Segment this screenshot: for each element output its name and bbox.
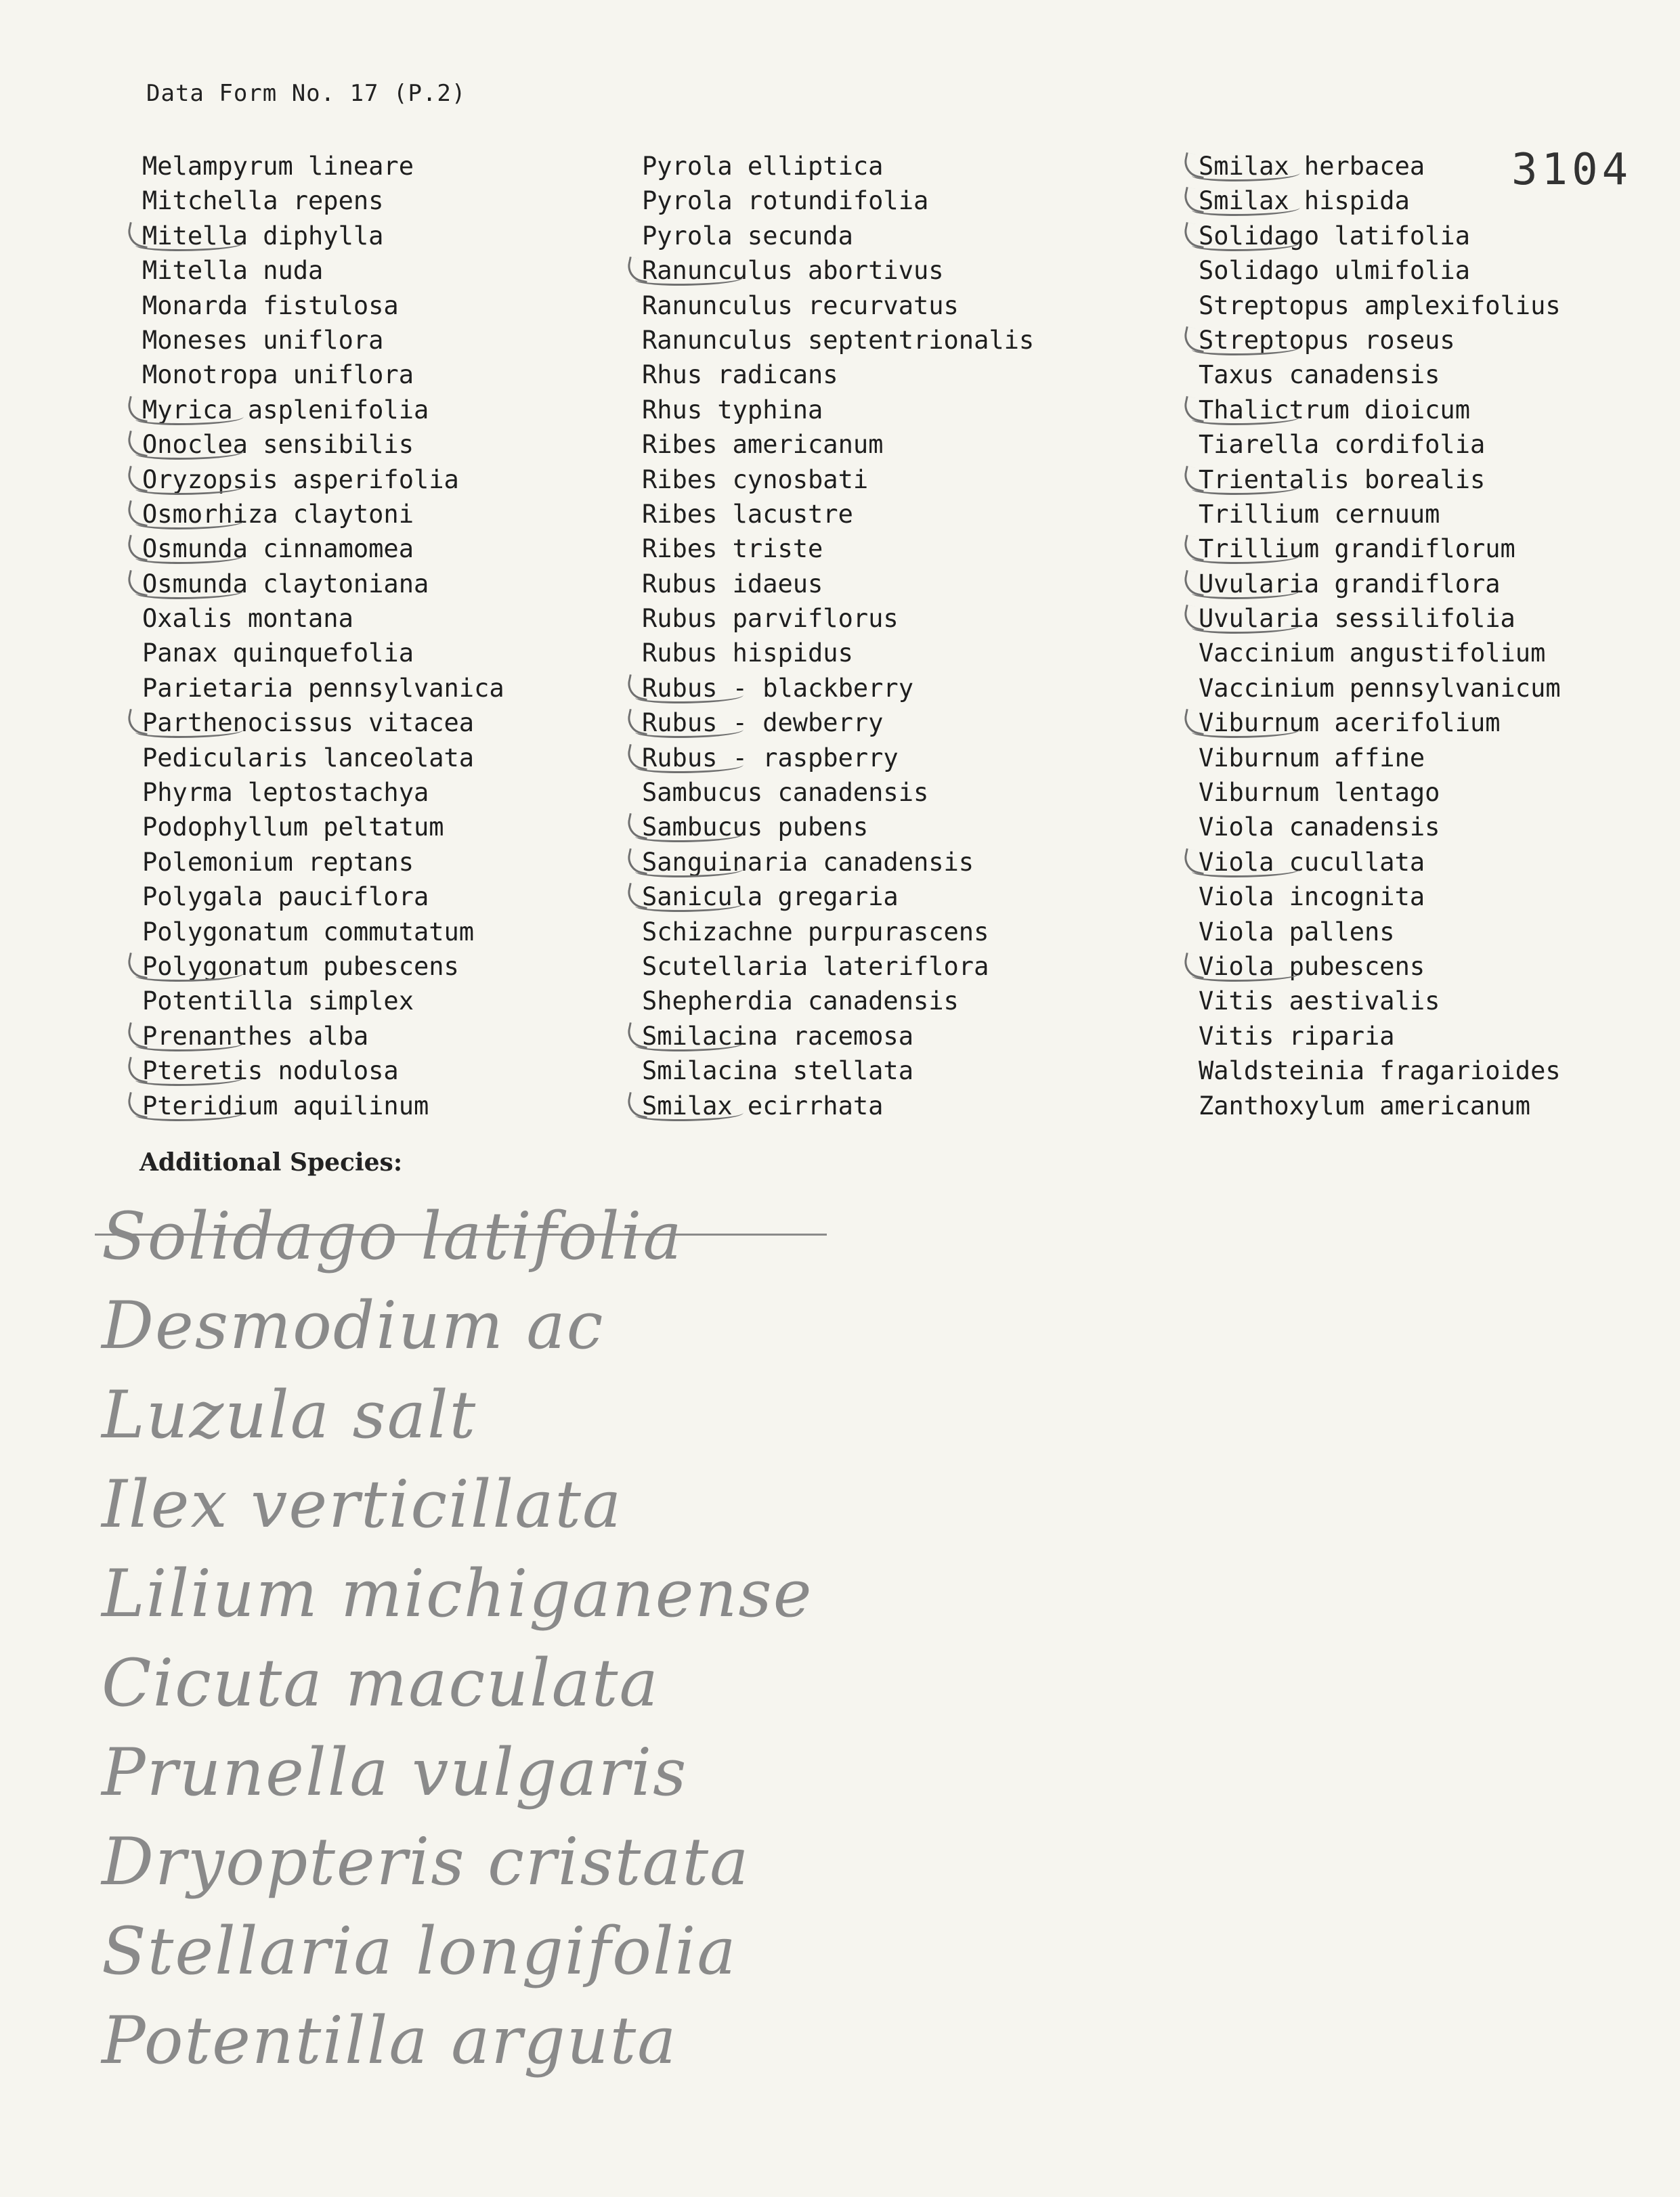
- species-item: Smilacina stellata: [642, 1056, 913, 1086]
- species-column-1: [142, 149, 504, 1123]
- species-item: Oxalis montana: [142, 604, 353, 634]
- handwritten-species: Lilium michiganense: [102, 1556, 813, 1632]
- form-id: Data Form No. 17 (P.2): [146, 80, 467, 107]
- species-item: Pteretis nodulosa: [142, 1053, 504, 1088]
- species-item: Trillium grandiflorum: [1199, 531, 1561, 566]
- page-number: 3104: [1511, 145, 1633, 195]
- species-item: Ribes cynosbati: [642, 464, 869, 494]
- species-item: Viburnum acerifolium: [1199, 705, 1561, 740]
- species-item: Viburnum lentago: [1199, 778, 1440, 808]
- species-item: Ranunculus abortivus: [642, 253, 1034, 288]
- handwritten-species: Cicuta maculata: [102, 1645, 660, 1721]
- handwritten-species: Luzula salt: [102, 1377, 477, 1453]
- species-item: Rubus - blackberry: [642, 671, 1034, 705]
- species-item: Myrica asplenifolia: [142, 393, 504, 427]
- species-item: Polygala pauciflora: [142, 882, 429, 912]
- species-item: Rubus - raspberry: [642, 741, 1034, 775]
- species-item: Pteridium aquilinum: [142, 1089, 504, 1123]
- species-item: Podophyllum peltatum: [142, 812, 444, 842]
- species-item: Viburnum affine: [1199, 743, 1425, 773]
- species-item: Rubus hispidus: [642, 638, 853, 668]
- species-item: Phyrma leptostachya: [142, 778, 429, 808]
- species-item: Sanguinaria canadensis: [642, 845, 1034, 879]
- species-item: Viola cucullata: [1199, 845, 1561, 879]
- species-item: Viola pubescens: [1199, 949, 1561, 984]
- species-item: Melampyrum lineare: [142, 152, 414, 181]
- species-item: Moneses uniflora: [142, 325, 384, 355]
- species-item: Monotropa uniflora: [142, 360, 414, 390]
- species-item: Mitchella repens: [142, 186, 384, 216]
- species-column-3: [1199, 149, 1561, 1123]
- species-item: Rhus typhina: [642, 395, 823, 425]
- species-item: Viola canadensis: [1199, 812, 1440, 842]
- species-item: Smilax herbacea: [1199, 149, 1561, 183]
- species-item: Vaccinium angustifolium: [1199, 638, 1546, 668]
- species-item: Potentilla simplex: [142, 986, 414, 1016]
- species-item: Waldsteinia fragarioides: [1199, 1056, 1561, 1086]
- species-item: Oryzopsis asperifolia: [142, 462, 504, 497]
- species-item: Pyrola elliptica: [642, 152, 884, 181]
- species-item: Uvularia grandiflora: [1199, 567, 1561, 601]
- handwritten-species-list: [102, 1192, 813, 2085]
- species-item: Streptopus roseus: [1199, 323, 1561, 357]
- species-item: Pyrola rotundifolia: [642, 186, 929, 216]
- species-item: Shepherdia canadensis: [642, 986, 959, 1016]
- species-item: Ribes triste: [642, 534, 823, 564]
- species-item: Zanthoxylum americanum: [1199, 1091, 1531, 1121]
- species-item: Vitis aestivalis: [1199, 986, 1440, 1016]
- species-item: Osmunda cinnamomea: [142, 531, 504, 566]
- species-item: Ribes americanum: [642, 430, 884, 460]
- species-item: Ranunculus septentrionalis: [642, 325, 1035, 355]
- species-item: Parietaria pennsylvanica: [142, 673, 504, 703]
- species-column-2: [642, 149, 1034, 1123]
- species-item: Solidago ulmifolia: [1199, 256, 1470, 286]
- handwritten-species: Ilex verticillata: [102, 1466, 623, 1542]
- species-item: Solidago latifolia: [1199, 219, 1561, 253]
- species-item: Mitella diphylla: [142, 219, 504, 253]
- species-item: Parthenocissus vitacea: [142, 705, 504, 740]
- species-item: Streptopus amplexifolius: [1199, 290, 1561, 320]
- species-item: Scutellaria lateriflora: [642, 951, 989, 981]
- species-item: Thalictrum dioicum: [1199, 393, 1561, 427]
- species-item: Ribes lacustre: [642, 499, 853, 529]
- handwritten-species: Dryopteris cristata: [102, 1824, 750, 1900]
- species-item: Rubus - dewberry: [642, 705, 1034, 740]
- species-item: Sambucus canadensis: [642, 778, 929, 808]
- species-item: Rubus idaeus: [642, 569, 823, 599]
- species-item: Viola incognita: [1199, 882, 1425, 912]
- species-item: Trientalis borealis: [1199, 462, 1561, 497]
- species-item: Pedicularis lanceolata: [142, 743, 475, 773]
- handwritten-species: Potentilla arguta: [102, 2003, 678, 2079]
- species-item: Rhus radicans: [642, 360, 838, 390]
- species-item: Vitis riparia: [1199, 1021, 1395, 1051]
- species-item: Smilax ecirrhata: [642, 1089, 1034, 1123]
- handwritten-species: Solidago latifolia: [102, 1192, 813, 1281]
- handwritten-species: Desmodium ac: [102, 1288, 605, 1364]
- species-item: Schizachne purpurascens: [642, 917, 989, 947]
- species-item: Taxus canadensis: [1199, 360, 1440, 390]
- species-item: Osmunda claytoniana: [142, 567, 504, 601]
- species-item: Ranunculus recurvatus: [642, 290, 959, 320]
- additional-species-label: Additional Species:: [139, 1148, 403, 1177]
- species-item: Polygonatum commutatum: [142, 917, 475, 947]
- species-item: Monarda fistulosa: [142, 290, 399, 320]
- species-item: Tiarella cordifolia: [1199, 430, 1486, 460]
- species-item: Sambucus pubens: [642, 810, 1034, 844]
- species-item: Polygonatum pubescens: [142, 949, 504, 984]
- species-item: Pyrola secunda: [642, 221, 853, 251]
- handwritten-species: Prunella vulgaris: [102, 1735, 688, 1810]
- species-item: Smilacina racemosa: [642, 1019, 1034, 1053]
- species-item: Onoclea sensibilis: [142, 427, 504, 462]
- species-item: Vaccinium pennsylvanicum: [1199, 673, 1561, 703]
- species-item: Viola pallens: [1199, 917, 1395, 947]
- handwritten-species: Stellaria longifolia: [102, 1913, 737, 1989]
- species-item: Uvularia sessilifolia: [1199, 601, 1561, 636]
- species-item: Polemonium reptans: [142, 847, 414, 877]
- species-item: Osmorhiza claytoni: [142, 497, 504, 531]
- species-item: Smilax hispida: [1199, 183, 1561, 218]
- species-item: Panax quinquefolia: [142, 638, 414, 668]
- species-item: Rubus parviflorus: [642, 604, 899, 634]
- species-item: Prenanthes alba: [142, 1019, 504, 1053]
- species-item: Sanicula gregaria: [642, 879, 1034, 914]
- species-item: Mitella nuda: [142, 256, 324, 286]
- species-item: Trillium cernuum: [1199, 499, 1440, 529]
